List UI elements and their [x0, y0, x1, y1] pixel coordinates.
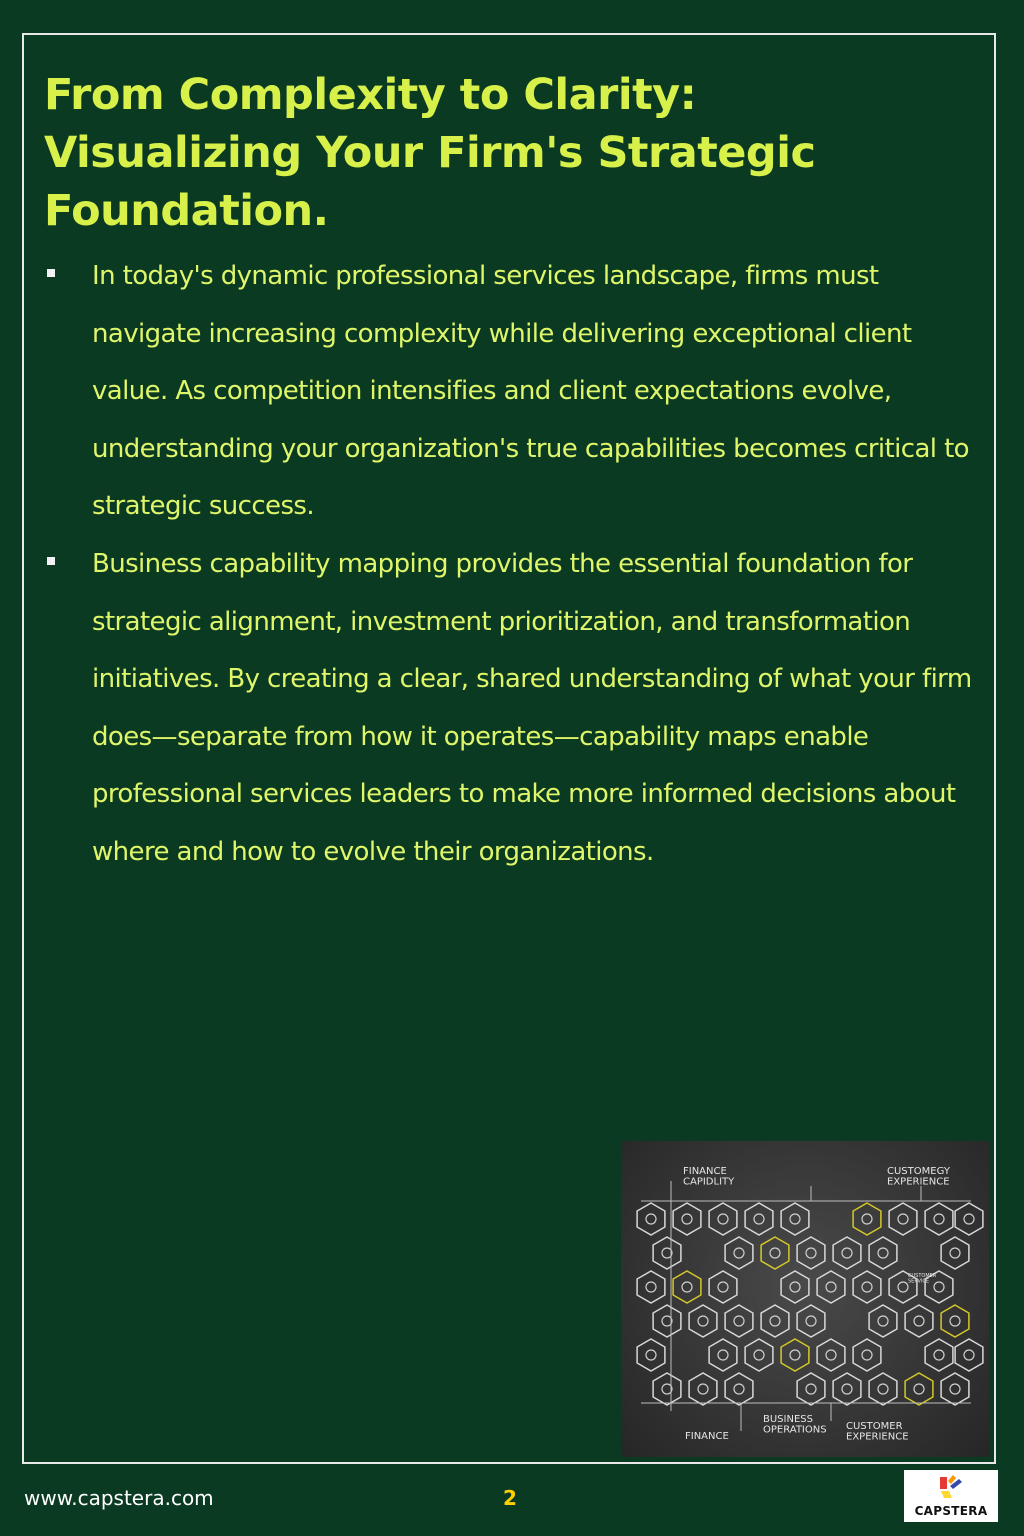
node-glyph-icon	[898, 1282, 908, 1292]
node-glyph-icon	[950, 1248, 960, 1258]
hexagon-node	[955, 1203, 983, 1235]
capability-map-illustration	[621, 1141, 989, 1457]
node-glyph-icon	[934, 1282, 944, 1292]
hexagon-node	[833, 1237, 861, 1269]
square-bullet-icon	[47, 557, 55, 565]
label-line: OPERATIONS	[763, 1424, 827, 1436]
node-glyph-icon	[878, 1248, 888, 1258]
square-bullet-icon	[47, 269, 55, 277]
node-glyph-icon	[718, 1350, 728, 1360]
hexagon-node	[637, 1339, 665, 1371]
node-glyph-icon	[826, 1282, 836, 1292]
logo-text: CAPSTERA	[914, 1504, 988, 1518]
label-business-operations-line: BUSINESS	[763, 1414, 813, 1425]
hexagon-node	[673, 1203, 701, 1235]
node-glyph-icon	[754, 1214, 764, 1224]
hexagon-node	[869, 1237, 897, 1269]
node-glyph-icon	[862, 1214, 872, 1224]
node-glyph-icon	[806, 1316, 816, 1326]
node-glyph-icon	[914, 1384, 924, 1394]
hexagon-node	[955, 1339, 983, 1371]
hexagon-node	[941, 1237, 969, 1269]
hexagon-node	[781, 1339, 809, 1371]
hexagon-node	[869, 1305, 897, 1337]
hexagon-node	[905, 1373, 933, 1405]
hexagon-node	[905, 1305, 933, 1337]
hexagon-node	[817, 1271, 845, 1303]
label-line: CAPIDLITY	[683, 1176, 735, 1188]
node-glyph-icon	[898, 1214, 908, 1224]
capstera-logo-icon	[937, 1473, 965, 1501]
hexagon-node	[853, 1339, 881, 1371]
node-glyph-icon	[950, 1384, 960, 1394]
node-glyph-icon	[806, 1248, 816, 1258]
hexagon-node	[745, 1339, 773, 1371]
hexagon-node	[761, 1237, 789, 1269]
capability-map-graphic	[621, 1141, 989, 1457]
label-customer-experience-top	[887, 1166, 951, 1188]
bullet-list	[44, 248, 984, 882]
hexagon-node	[725, 1237, 753, 1269]
hexagon-node	[673, 1271, 701, 1303]
node-glyph-icon	[646, 1350, 656, 1360]
node-glyph-icon	[826, 1350, 836, 1360]
hexagon-node	[889, 1203, 917, 1235]
hexagon-node	[689, 1305, 717, 1337]
node-glyph-icon	[790, 1214, 800, 1224]
node-glyph-icon	[862, 1350, 872, 1360]
label-customer-experience-top-line: CUSTOMEGY	[887, 1166, 950, 1177]
capstera-logo	[904, 1470, 998, 1522]
hexagon-node	[637, 1271, 665, 1303]
node-glyph-icon	[842, 1248, 852, 1258]
node-glyph-icon	[770, 1316, 780, 1326]
node-glyph-icon	[698, 1316, 708, 1326]
node-glyph-icon	[682, 1282, 692, 1292]
bullet-item	[44, 536, 984, 882]
page-number: 2	[503, 1486, 517, 1510]
node-glyph-icon	[934, 1214, 944, 1224]
label-customer-experience	[846, 1421, 909, 1443]
hexagon-node	[653, 1305, 681, 1337]
hexagon-node	[745, 1203, 773, 1235]
label-customer-experience-line: CUSTOMER	[846, 1421, 903, 1432]
hexagon-node	[781, 1203, 809, 1235]
node-glyph-icon	[770, 1248, 780, 1258]
node-glyph-icon	[646, 1282, 656, 1292]
node-glyph-icon	[790, 1350, 800, 1360]
hexagon-node	[709, 1339, 737, 1371]
node-glyph-icon	[934, 1350, 944, 1360]
node-glyph-icon	[734, 1384, 744, 1394]
hexagon-node	[817, 1339, 845, 1371]
label-business-operations	[763, 1414, 827, 1436]
hexagon-node	[761, 1305, 789, 1337]
bullet-item	[44, 248, 984, 536]
label-line: SERVICE	[908, 1278, 930, 1285]
hexagon-node	[925, 1339, 953, 1371]
hexagon-node	[797, 1305, 825, 1337]
hexagon-node	[653, 1237, 681, 1269]
hexagon-node	[853, 1271, 881, 1303]
node-glyph-icon	[964, 1350, 974, 1360]
bullet-text: In today's dynamic professional services landscape, firms must navigate increasing complexity while delivering exceptional client value. As competition intensifies and client expectations evolve, understanding your organization's true capabilities becomes critical to strategic success.	[92, 261, 969, 522]
node-glyph-icon	[842, 1384, 852, 1394]
hexagon-node	[941, 1305, 969, 1337]
hexagon-node	[925, 1203, 953, 1235]
hexagon-node	[869, 1373, 897, 1405]
label-line: EXPERIENCE	[846, 1431, 909, 1443]
node-glyph-icon	[862, 1282, 872, 1292]
node-glyph-icon	[734, 1316, 744, 1326]
node-glyph-icon	[806, 1384, 816, 1394]
node-glyph-icon	[682, 1214, 692, 1224]
label-customer-small	[908, 1273, 937, 1284]
node-glyph-icon	[878, 1384, 888, 1394]
hexagon-node	[709, 1271, 737, 1303]
hexagon-node	[853, 1203, 881, 1235]
label-finance-line: FINANCE	[685, 1431, 729, 1442]
node-glyph-icon	[718, 1282, 728, 1292]
hexagon-node	[725, 1373, 753, 1405]
hexagon-node	[637, 1203, 665, 1235]
hexagon-node	[781, 1271, 809, 1303]
node-glyph-icon	[790, 1282, 800, 1292]
label-finance-capability	[683, 1166, 735, 1188]
label-line: EXPERIENCE	[887, 1176, 950, 1188]
hexagon-node	[709, 1203, 737, 1235]
hexagon-node	[797, 1373, 825, 1405]
node-glyph-icon	[950, 1316, 960, 1326]
hexagon-node	[689, 1373, 717, 1405]
hexagon-node	[725, 1305, 753, 1337]
footer-url[interactable]: www.capstera.com	[24, 1486, 214, 1510]
node-glyph-icon	[646, 1214, 656, 1224]
node-glyph-icon	[754, 1350, 764, 1360]
label-customer-small-line: CUSTOMER	[908, 1273, 937, 1279]
node-glyph-icon	[698, 1384, 708, 1394]
node-glyph-icon	[914, 1316, 924, 1326]
page-title: From Complexity to Clarity: Visualizing Your Firm's Strategic Foundation.	[44, 70, 816, 236]
node-glyph-icon	[878, 1316, 888, 1326]
node-glyph-icon	[718, 1214, 728, 1224]
node-glyph-icon	[734, 1248, 744, 1258]
node-glyph-icon	[964, 1214, 974, 1224]
hexagon-node	[941, 1373, 969, 1405]
label-finance-capability-line: FINANCE	[683, 1166, 727, 1177]
bullet-text: Business capability mapping provides the essential foundation for strategic alignment, investment prioritization, and transformation initiatives. By creating a clear, shared understanding of what your firm does—separate from how it operates—capability maps enable professional services leaders to make more informed decisions about where and how to evolve their organizations.	[92, 548, 972, 867]
hexagon-node	[797, 1237, 825, 1269]
hexagon-node	[653, 1373, 681, 1405]
hexagon-node	[833, 1373, 861, 1405]
label-finance	[685, 1431, 729, 1442]
